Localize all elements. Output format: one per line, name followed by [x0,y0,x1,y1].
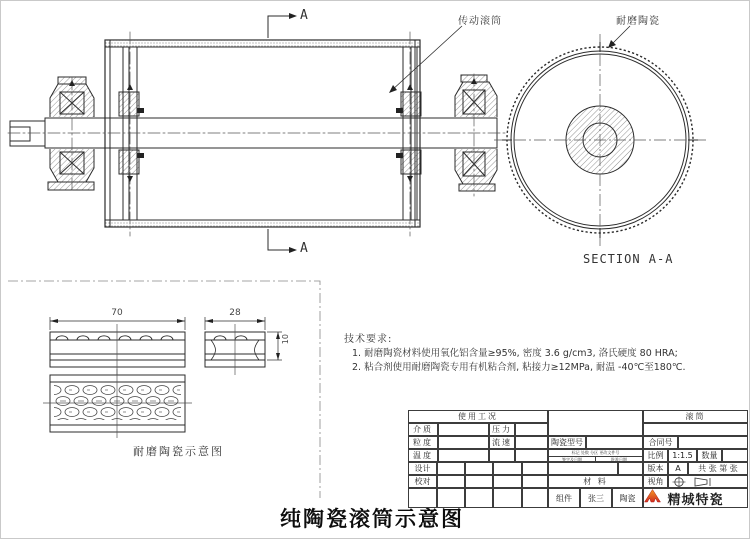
cell-empty [437,475,465,488]
cell-empty [522,475,548,488]
cell-empty [548,462,618,475]
cell-empty [437,488,465,508]
cell-quantity-label: 数量 [697,449,722,462]
cell-medium: 介质 [408,423,438,436]
cell-revision-area [548,449,643,462]
cell-empty [438,436,489,449]
cell-empty [465,462,493,475]
cell-empty [515,449,548,462]
cell-granularity: 粒度 [408,436,438,449]
cell-sheets: 共 张 第 张 [688,462,748,475]
cell-empty [643,423,748,436]
dim-thickness: 10 [281,334,290,345]
cell-material-value: 陶瓷 [612,488,643,508]
cell-empty [515,423,548,436]
company-logo [643,488,748,508]
cell-ceramic-model: 陶瓷型号 [548,436,586,449]
cell-empty [489,449,515,462]
cell-version-label: 版本 [643,462,668,475]
cell-empty [722,449,748,462]
cell-product: 滚筒 [643,410,748,423]
section-letter-top: A [300,8,308,23]
cell-contract-no: 合同号 [643,436,678,449]
tech-requirement-1: 1. 耐磨陶瓷材料使用氧化铝含量≥95%, 密度 3.6 g/cm3, 洛氏硬度 80 HRA; [352,348,678,359]
dim-width: 28 [229,308,241,318]
cell-scale-label: 比例 [643,449,668,462]
cell-empty [515,436,548,449]
cell-empty [493,475,522,488]
cell-empty [493,488,522,508]
cell-empty [465,475,493,488]
leader-lines [389,26,630,93]
cell-empty [408,488,437,508]
cell-projection-symbol [668,475,748,488]
label-drive-roller: 传动滚筒 [458,16,502,27]
cell-flow-rate: 流速 [489,436,515,449]
section-view [494,34,706,248]
section-letter-bottom: A [300,241,308,256]
cell-design-label: 设计 [408,462,437,475]
cell-material-header: 材 料 [548,475,643,488]
cell-view-angle-label: 视角 [643,475,668,488]
cell-empty [438,423,489,436]
revision-header: 标记 处数 分区 更改文件号 [549,450,642,457]
tech-requirements-heading: 技术要求: [344,334,393,345]
cell-component-label: 组件 [548,488,580,508]
side-view [8,32,506,236]
cell-empty [493,462,522,475]
mountain-logo-icon [644,489,661,503]
cell-scale-value: 1:1.5 [668,449,697,462]
cell-pressure: 压力 [489,423,515,436]
section-view-title: SECTION A-A [583,252,674,266]
cell-temperature: 温度 [408,449,438,462]
cell-empty [438,449,489,462]
cell-empty [522,462,548,475]
tile-detail-views [43,317,282,438]
page-title: 纯陶瓷滚筒示意图 [280,507,464,531]
cell-empty [618,462,643,475]
cell-empty [678,436,748,449]
title-block [408,410,748,508]
dim-length: 70 [111,308,123,318]
tech-requirement-2: 2. 粘合剂使用耐磨陶瓷专用有机粘合剂, 粘接力≥12MPa, 耐温 -40℃至180℃. [352,362,686,373]
cell-component-value: 张三 [580,488,612,508]
cell-check-label: 校对 [408,475,437,488]
cell-empty [548,410,643,436]
cell-empty [522,488,548,508]
cell-version-value: A [668,462,688,475]
cell-empty [586,436,643,449]
detail-caption: 耐磨陶瓷示意图 [133,445,224,458]
revision-date: 批准日期 [611,457,627,462]
cell-usage-header: 使用工况 [408,410,548,423]
first-angle-projection-icon [669,476,717,488]
label-wear-ceramic: 耐磨陶瓷 [616,16,660,27]
cell-empty [437,462,465,475]
revision-signature: 签字及日期 [549,457,596,462]
logo-text: 精城特瓷 [667,492,724,508]
cell-empty [465,488,493,508]
